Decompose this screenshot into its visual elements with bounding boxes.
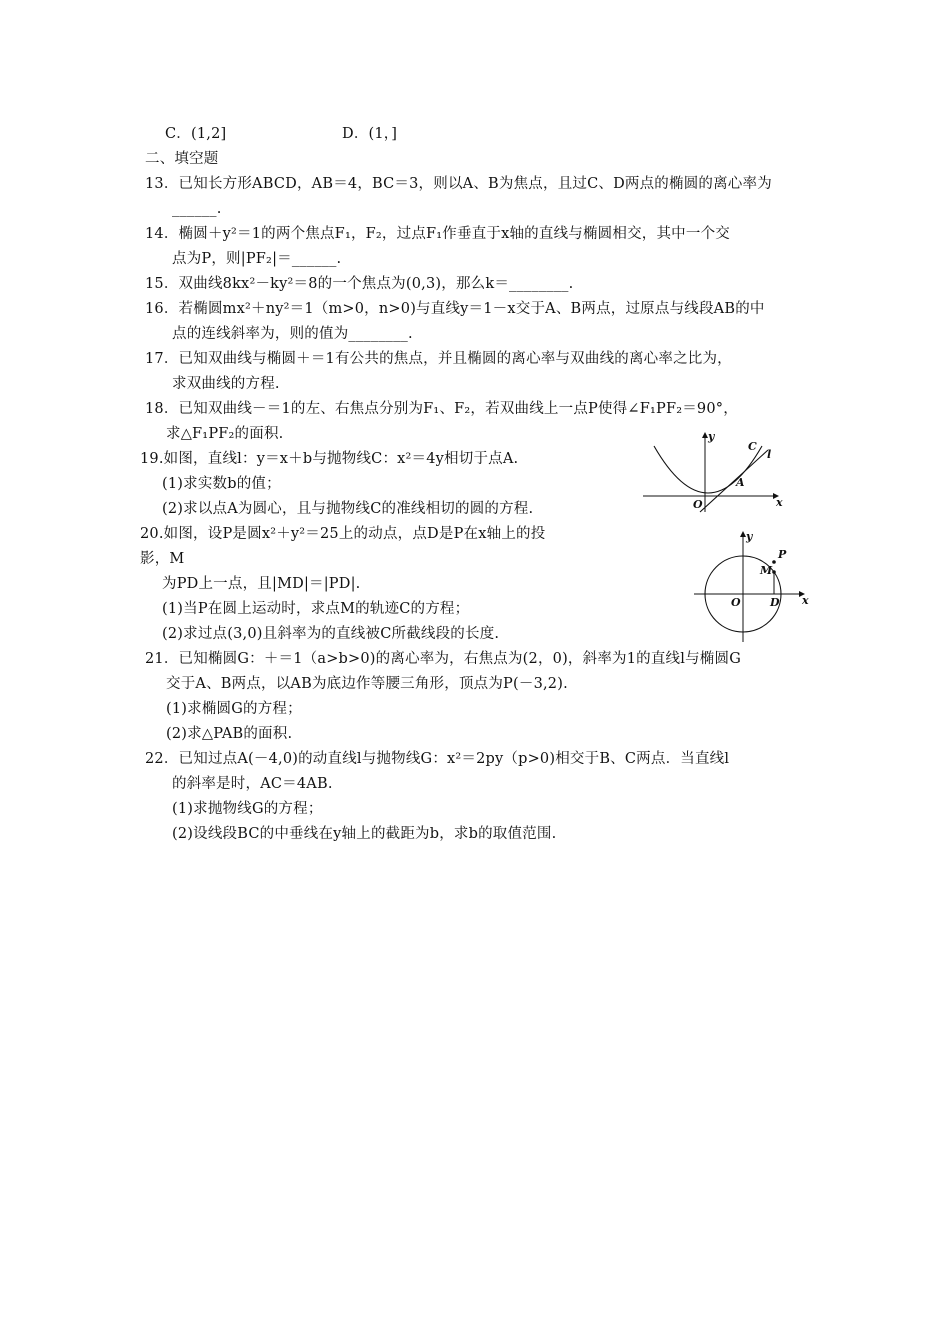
question-19-line-1: 19.如图，直线l：y＝x＋b与抛物线C：x²＝4y相切于点A. xyxy=(140,451,519,467)
question-13-line-2: ______. xyxy=(172,201,222,217)
question-21-line-3: (1)求椭圆G的方程； xyxy=(166,701,302,717)
fig1-label-c: C xyxy=(748,440,757,453)
question-18-line-1: 18．已知双曲线－＝1的左、右焦点分别为F₁、F₂，若双曲线上一点P使得∠F₁PF₂＝90°， xyxy=(145,401,738,417)
point-p xyxy=(772,560,776,564)
tangent-line xyxy=(700,450,768,512)
section-heading: 二、填空题 xyxy=(145,151,219,167)
question-22-line-2: 的斜率是时，AC＝4AB. xyxy=(172,776,333,792)
fig1-label-y: y xyxy=(708,430,715,443)
fig1-label-l: l xyxy=(767,448,772,461)
question-17-line-2: 求双曲线的方程. xyxy=(172,376,280,392)
question-16-line-1: 16．若椭圆mx²＋ny²＝1（m>0，n>0)与直线y＝1－x交于A、B两点，过原点与线段AB的中 xyxy=(145,301,765,317)
fig2-label-y: y xyxy=(746,530,753,543)
question-20-line-4: (1)当P在圆上运动时，求点M的轨迹C的方程； xyxy=(162,601,470,617)
question-15: 15．双曲线8kx²－ky²＝8的一个焦点为(0,3)，那么k＝________. xyxy=(145,276,574,292)
question-20-line-1: 20.如图，设P是圆x²＋y²＝25上的动点，点D是P在x轴上的投 xyxy=(140,526,546,542)
fig2-label-p: P xyxy=(778,548,787,561)
fig2-label-x: x xyxy=(802,594,809,607)
fig2-label-m: M xyxy=(760,564,773,577)
fig1-label-x: x xyxy=(776,496,783,509)
question-13-line-1: 13．已知长方形ABCD，AB＝4，BC＝3，则以A、B为焦点，且过C、D两点的椭圆的离心率为 xyxy=(145,176,772,192)
question-20-line-3: 为PD上一点，且|MD|＝|PD|. xyxy=(162,576,361,592)
fig1-label-o: O xyxy=(693,498,703,511)
question-17-line-1: 17．已知双曲线与椭圆＋＝1有公共的焦点，并且椭圆的离心率与双曲线的离心率之比为， xyxy=(145,351,732,367)
question-21-line-1: 21．已知椭圆G：＋＝1（a>b>0)的离心率为，右焦点为(2，0)，斜率为1的直线l与椭圆G xyxy=(145,651,741,667)
question-21-line-4: (2)求△PAB的面积. xyxy=(166,726,293,742)
fig1-label-a: A xyxy=(736,476,745,489)
point-m xyxy=(772,570,776,574)
question-22-line-3: (1)求抛物线G的方程； xyxy=(172,801,323,817)
circle-projection-figure xyxy=(690,528,812,646)
fig2-label-o: O xyxy=(731,596,741,609)
question-19-line-3: (2)求以点A为圆心，且与抛物线C的准线相切的圆的方程. xyxy=(162,501,534,517)
question-22-line-4: (2)设线段BC的中垂线在y轴上的截距为b，求b的取值范围. xyxy=(172,826,557,842)
question-18-line-2: 求△F₁PF₂的面积. xyxy=(166,426,284,442)
option-c: C．(1,2] xyxy=(165,126,227,142)
question-21-line-2: 交于A、B两点，以AB为底边作等腰三角形，顶点为P(－3,2). xyxy=(166,676,568,692)
question-14-line-1: 14．椭圆＋y²＝1的两个焦点F₁，F₂，过点F₁作垂直于x轴的直线与椭圆相交，其中一个交 xyxy=(145,226,730,242)
question-20-line-2: 影，M xyxy=(140,551,185,567)
question-22-line-1: 22．已知过点A(－4,0)的动直线l与抛物线G：x²＝2py（p>0)相交于B、C两点．当直线l xyxy=(145,751,730,767)
parabola-tangent-figure xyxy=(640,428,790,514)
option-d: D．(1，] xyxy=(342,126,398,142)
question-14-line-2: 点为P，则|PF₂|＝______. xyxy=(172,251,342,267)
fig2-label-d: D xyxy=(770,596,780,609)
question-20-line-5: (2)求过点(3,0)且斜率为的直线被C所截线段的长度. xyxy=(162,626,500,642)
question-16-line-2: 点的连线斜率为，则的值为________. xyxy=(172,326,413,342)
question-19-line-2: (1)求实数b的值； xyxy=(162,476,281,492)
